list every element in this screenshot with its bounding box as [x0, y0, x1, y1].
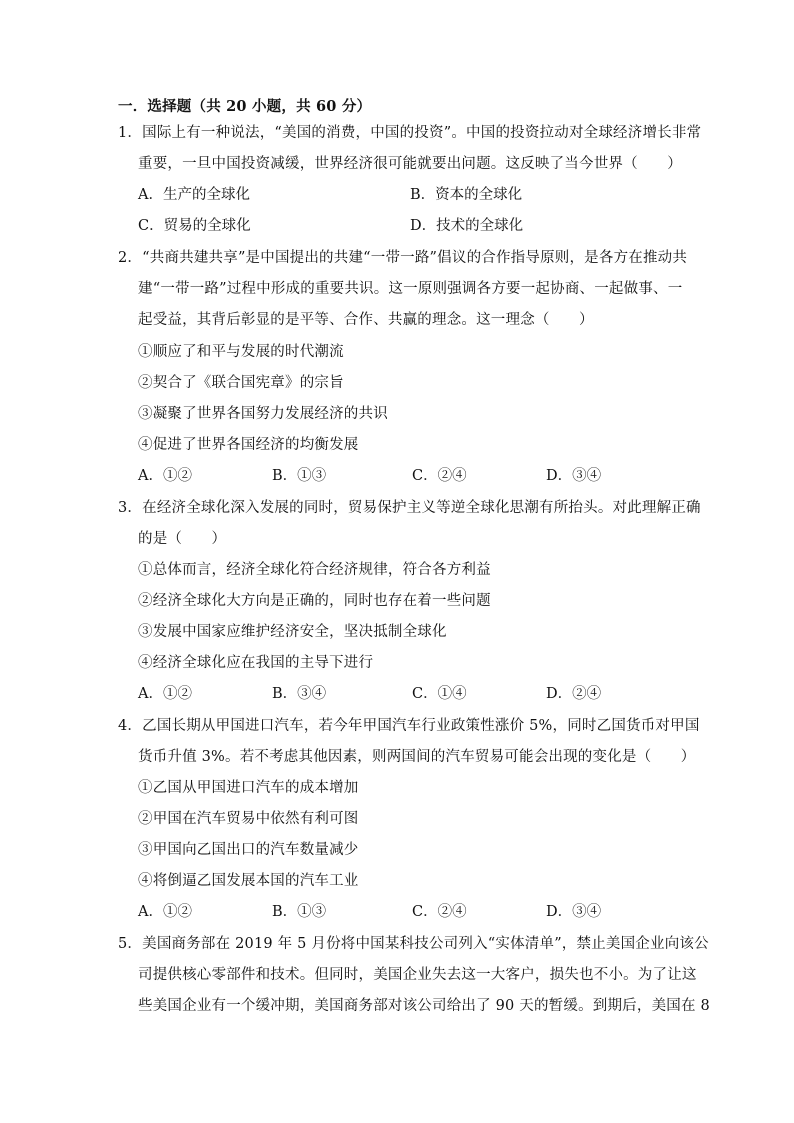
q4-item-1: ①乙国从甲国进口汽车的成本增加: [138, 780, 359, 796]
q5-stem-line3: 些美国企业有一个缓冲期，美国商务部对该公司给出了 90 天的暂缓。到期后，美国在 8: [138, 998, 710, 1014]
q1-stem-line1: 1．国际上有一种说法，“美国的消费，中国的投资”。中国的投资拉动对全球经济增长非常: [118, 125, 702, 141]
q5-stem-line2: 司提供核心零部件和技术。但同时，美国企业失去这一大客户，损失也不小。为了让这: [138, 967, 697, 983]
q3-item-4: ④经济全球化应在我国的主导下进行: [138, 655, 374, 671]
q2-stem-line2: 建“一带一路”过程中形成的重要共识。这一原则强调各方要一起协商、一起做事、一: [138, 281, 683, 297]
q2-option-d[interactable]: D．③④: [546, 468, 602, 484]
q4-stem-line2: 货币升值 3%。若不考虑其他因素，则两国间的汽车贸易可能会出现的变化是（ ）: [138, 749, 696, 765]
q3-item-1: ①总体而言，经济全球化符合经济规律，符合各方利益: [138, 562, 491, 578]
q4-item-3: ③甲国向乙国出口的汽车数量减少: [138, 842, 359, 858]
q2-stem-line1: 2．“共商共建共享”是中国提出的共建“一带一路”倡议的合作指导原则，是各方在推动共: [118, 250, 688, 266]
q4-item-2: ②甲国在汽车贸易中依然有利可图: [138, 811, 359, 827]
q3-stem-line2: 的是（ ）: [138, 531, 227, 547]
q3-item-2: ②经济全球化大方向是正确的，同时也存在着一些问题: [138, 593, 491, 609]
q3-option-c[interactable]: C．①④: [412, 686, 467, 702]
section-heading: 一．选择题（共 20 小题，共 60 分）: [118, 98, 372, 115]
q2-option-b[interactable]: B．①③: [272, 468, 327, 484]
q2-option-c[interactable]: C．②④: [412, 468, 467, 484]
q1-option-a[interactable]: A．生产的全球化: [138, 187, 250, 203]
q2-item-1: ①顺应了和平与发展的时代潮流: [138, 344, 344, 360]
q1-option-b[interactable]: B．资本的全球化: [410, 187, 523, 203]
q4-stem-line1: 4．乙国长期从甲国进口汽车，若今年甲国汽车行业政策性涨价 5%，同时乙国货币对甲国: [118, 718, 700, 734]
q3-option-d[interactable]: D．②④: [546, 686, 602, 702]
q3-stem-line1: 3．在经济全球化深入发展的同时，贸易保护主义等逆全球化思潮有所抬头。对此理解正确: [118, 500, 701, 516]
q2-item-4: ④促进了世界各国经济的均衡发展: [138, 437, 359, 453]
q3-item-3: ③发展中国家应维护经济安全，坚决抵制全球化: [138, 624, 447, 640]
q2-stem-line3: 起受益，其背后彰显的是平等、合作、共赢的理念。这一理念（ ）: [138, 312, 594, 328]
q2-item-2: ②契合了《联合国宪章》的宗旨: [138, 375, 344, 391]
q3-option-b[interactable]: B．③④: [272, 686, 327, 702]
q3-option-a[interactable]: A．①②: [138, 686, 192, 702]
q2-item-3: ③凝聚了世界各国努力发展经济的共识: [138, 406, 388, 422]
q5-stem-line1: 5．美国商务部在 2019 年 5 月份将中国某科技公司列入“实体清单”，禁止美国企业向该公: [118, 936, 709, 952]
q4-option-b[interactable]: B．①③: [272, 904, 327, 920]
q4-option-a[interactable]: A．①②: [138, 904, 192, 920]
q2-option-a[interactable]: A．①②: [138, 468, 192, 484]
q4-item-4: ④将倒逼乙国发展本国的汽车工业: [138, 873, 359, 889]
q1-option-d[interactable]: D．技术的全球化: [410, 218, 524, 234]
q1-stem-line2: 重要，一旦中国投资减缓，世界经济很可能就要出问题。这反映了当今世界（ ）: [138, 156, 682, 172]
q4-option-d[interactable]: D．③④: [546, 904, 602, 920]
q1-option-c[interactable]: C．贸易的全球化: [138, 218, 251, 234]
q4-option-c[interactable]: C．②④: [412, 904, 467, 920]
